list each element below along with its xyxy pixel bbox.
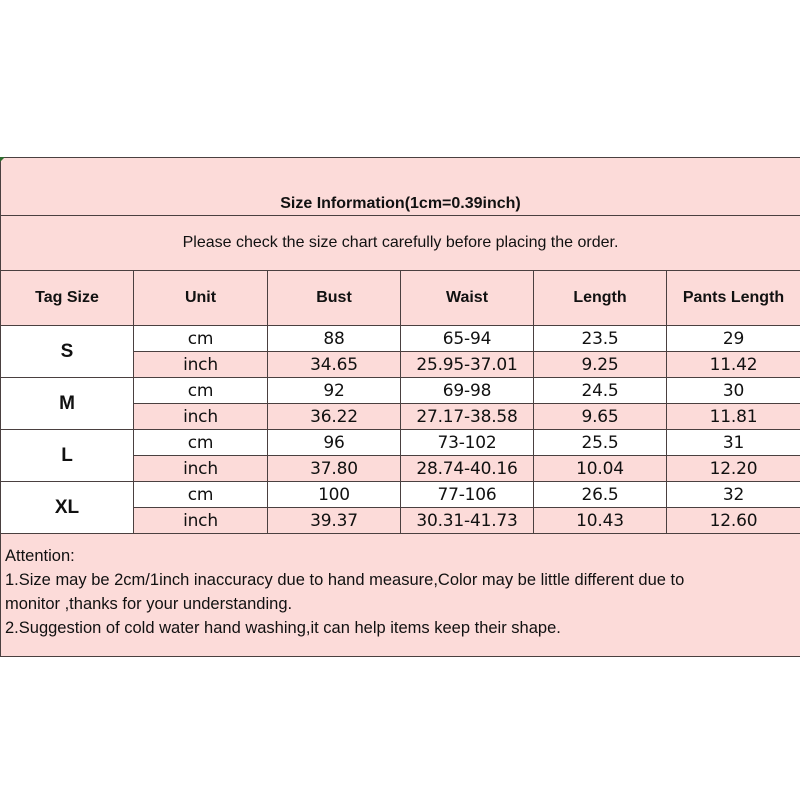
header-pants-length: Pants Length <box>667 271 800 326</box>
attention-line-2: 2.Suggestion of cold water hand washing,it can help items keep their shape. <box>5 619 561 637</box>
waist-cell: 28.74-40.16 <box>401 456 534 482</box>
unit-cell: cm <box>134 378 268 404</box>
pants-length-cell: 29 <box>667 326 800 352</box>
bust-cell: 92 <box>268 378 401 404</box>
header-waist: Waist <box>401 271 534 326</box>
attention-line-1a: 1.Size may be 2cm/1inch inaccuracy due to hand measure,Color may be little different due to <box>5 571 685 589</box>
bust-cell: 39.37 <box>268 508 401 534</box>
chart-title: Size Information(1cm=0.39inch) <box>1 158 800 216</box>
waist-cell: 27.17-38.58 <box>401 404 534 430</box>
tag-size-m: M <box>1 378 134 430</box>
length-cell: 10.43 <box>534 508 667 534</box>
unit-cell: inch <box>134 352 268 378</box>
length-cell: 24.5 <box>534 378 667 404</box>
corner-mark <box>0 157 5 162</box>
size-chart <box>0 157 800 657</box>
header-bust: Bust <box>268 271 401 326</box>
size-table <box>0 157 800 657</box>
unit-cell: cm <box>134 326 268 352</box>
waist-cell: 65-94 <box>401 326 534 352</box>
bust-cell: 37.80 <box>268 456 401 482</box>
attention-heading: Attention: <box>5 547 75 565</box>
table-row <box>1 326 800 352</box>
header-tag-size: Tag Size <box>1 271 134 326</box>
bust-cell: 100 <box>268 482 401 508</box>
pants-length-cell: 11.42 <box>667 352 800 378</box>
length-cell: 23.5 <box>534 326 667 352</box>
length-cell: 10.04 <box>534 456 667 482</box>
pants-length-cell: 32 <box>667 482 800 508</box>
attention-notes <box>1 534 800 657</box>
table-row <box>1 482 800 508</box>
waist-cell: 73-102 <box>401 430 534 456</box>
header-length: Length <box>534 271 667 326</box>
pants-length-cell: 11.81 <box>667 404 800 430</box>
unit-cell: inch <box>134 404 268 430</box>
bust-cell: 96 <box>268 430 401 456</box>
pants-length-cell: 31 <box>667 430 800 456</box>
attention-line-1b: monitor ,thanks for your understanding. <box>5 595 293 613</box>
length-cell: 26.5 <box>534 482 667 508</box>
table-row <box>1 430 800 456</box>
length-cell: 9.25 <box>534 352 667 378</box>
waist-cell: 69-98 <box>401 378 534 404</box>
bust-cell: 88 <box>268 326 401 352</box>
pants-length-cell: 30 <box>667 378 800 404</box>
length-cell: 25.5 <box>534 430 667 456</box>
unit-cell: cm <box>134 430 268 456</box>
pants-length-cell: 12.20 <box>667 456 800 482</box>
waist-cell: 25.95-37.01 <box>401 352 534 378</box>
length-cell: 9.65 <box>534 404 667 430</box>
bust-cell: 34.65 <box>268 352 401 378</box>
waist-cell: 30.31-41.73 <box>401 508 534 534</box>
table-row <box>1 378 800 404</box>
chart-subtitle: Please check the size chart carefully before placing the order. <box>1 216 800 271</box>
header-unit: Unit <box>134 271 268 326</box>
bust-cell: 36.22 <box>268 404 401 430</box>
tag-size-xl: XL <box>1 482 134 534</box>
unit-cell: inch <box>134 456 268 482</box>
waist-cell: 77-106 <box>401 482 534 508</box>
tag-size-s: S <box>1 326 134 378</box>
unit-cell: inch <box>134 508 268 534</box>
tag-size-l: L <box>1 430 134 482</box>
header-row <box>1 271 800 326</box>
pants-length-cell: 12.60 <box>667 508 800 534</box>
unit-cell: cm <box>134 482 268 508</box>
